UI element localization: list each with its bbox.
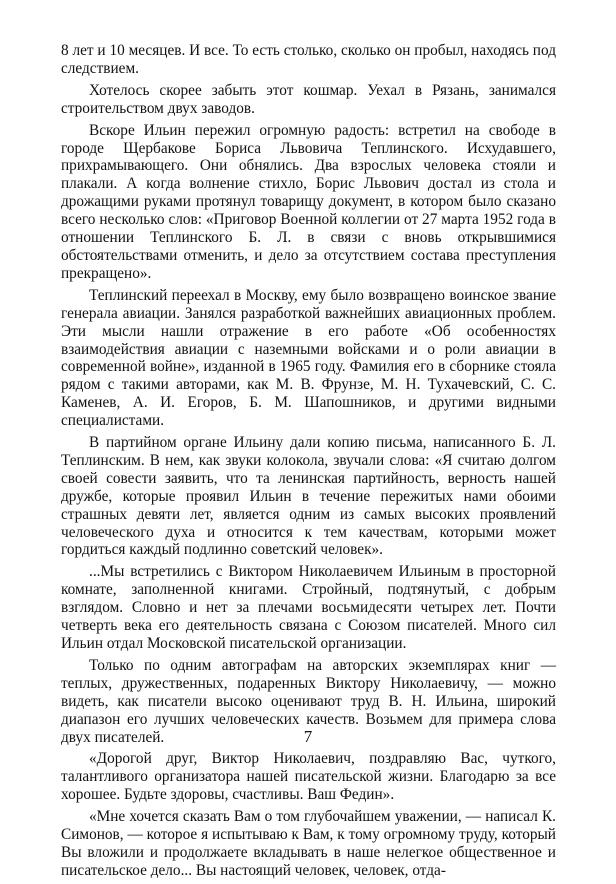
paragraph-2: Хотелось скорее забыть этот кошмар. Уехал в Рязань, занимался строительством двух заводов. [61,81,556,117]
paragraph-9: «Мне хочется сказать Вам о том глубочайшем уважении, — написал К. Симонов, — которое я испытываю к Вам, к тому огромному труду, который Вы вложили и продолжаете вкладывать в наше нелегкое общественное и писательское дело... Вы настоящий человек, человек, отда- [61,808,556,879]
page-body [61,42,556,884]
paragraph-6: ...Мы встретились с Виктором Николаевичем Ильиным в просторной комнате, заполненной книгами. Стройный, подтянутый, с добрым взглядом. Словно и нет за плечами восьмидесяти четырех лет. Почти четверть века его деятельность связана с Союзом писателей. Много сил Ильин отдал Московской писательской организации. [61,563,556,652]
page-number: 7 [303,727,313,746]
paragraph-1: 8 лет и 10 месяцев. И все. То есть столько, сколько он пробыл, находясь под следствием. [61,42,556,77]
paragraph-3: Вскоре Ильин пережил огромную радость: встретил на свободе в городе Щербакове Бориса Львовича Теплинского. Исхудавшего, прихрамывающего. Они обнялись. Два взрослых человека стояли и плакали. А когда волнение стихло, Борис Львович достал из стола и дрожащими руками протянул товарищу документ, в котором было сказано всего несколько слов: «Приговор Военной коллегии от 27 марта 1952 года в отношении Теплинского Б. Л. в связи с вновь открывшимися обстоятельствами отменить, и дело за отсутствием состава преступления прекращено». [61,121,556,282]
paragraph-5: В партийном органе Ильину дали копию письма, написанного Б. Л. Теплинским. В нем, как звуки колокола, звучали слова: «Я считаю долгом своей совести заявить, что та ленинская партийность, верность нашей дружбе, которые проявил Ильин в течение пережитых нами обоими страшных девяти лет, является одним из самых высоких проявлений человеческого духа и относится к тем качествам, которыми может гордиться каждый подлинно советский человек». [61,434,556,559]
paragraph-7: Только по одним автографам на авторских экземплярах книг — теплых, дружественных, подаренных Виктору Николаевичу, — можно видеть, как писатели высоко оценивают труд В. Н. Ильина, широкий диапазон его лучших человеческих качеств. Возьмем для примера слова двух писателей. [61,656,556,746]
paragraph-8: «Дорогой друг, Виктор Николаевич, поздравляю Вас, чуткого, талантливого организатора нашей писательской жизни. Благодарю за все хорошее. Будьте здоровы, счастливы. Ваш Федин». [61,750,556,804]
paragraph-4: Теплинский переехал в Москву, ему было возвращено воинское звание генерала авиации. Занялся разработкой важнейших авиационных проблем. Эти мысли нашли отражение в его работе «Об особенностях взаимодействия авиации с наземными войсками и о роли авиации в современной войне», изданной в 1965 году. Фамилия его в сборнике стояла рядом с такими авторами, как М. В. Фрунзе, М. Н. Тухачевский, С. С. Каменев, А. И. Егоров, Б. М. Шапошников, и другими видными специалистами. [61,286,556,430]
